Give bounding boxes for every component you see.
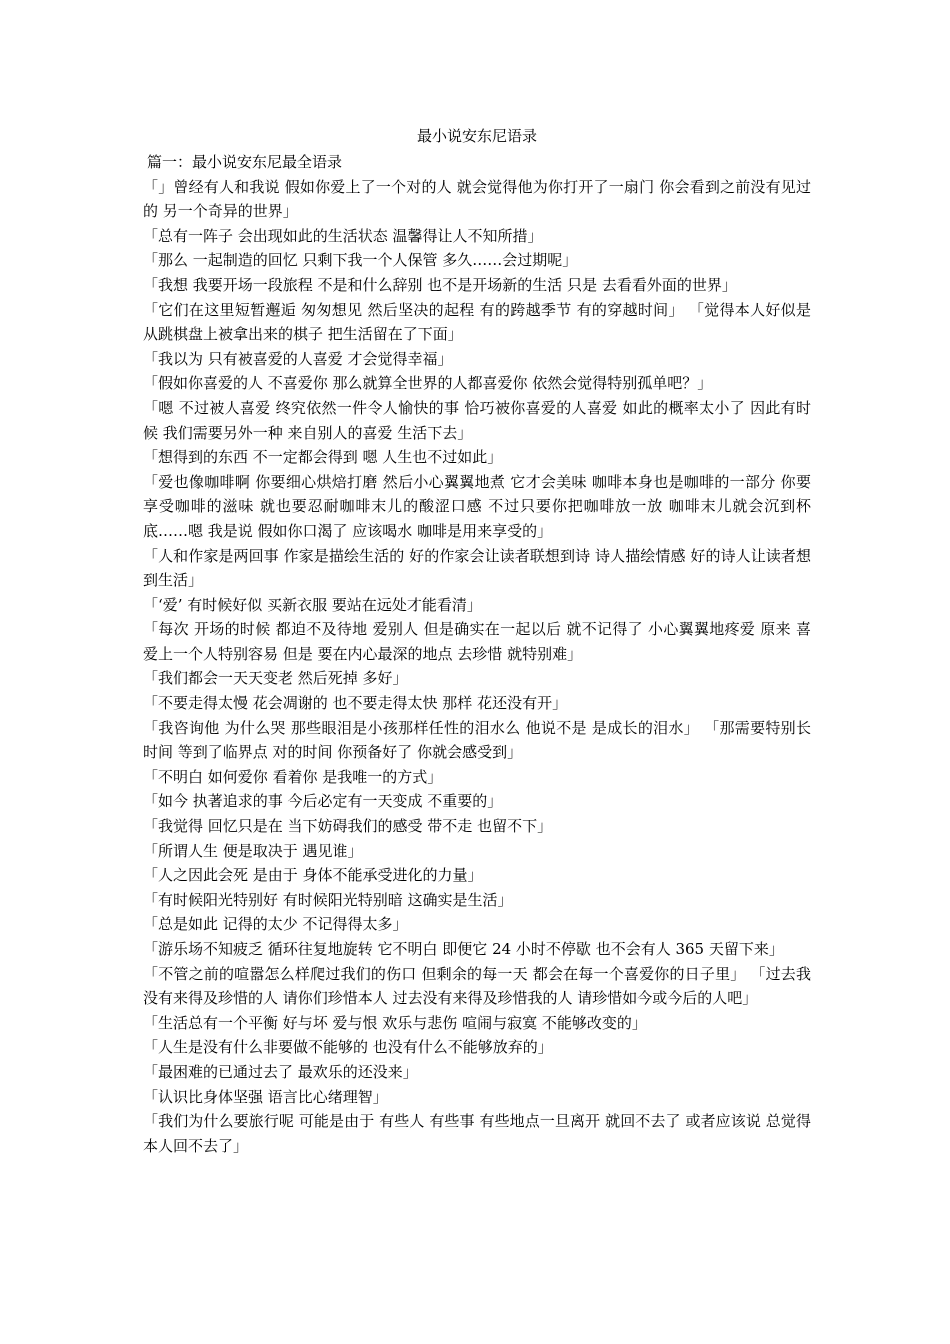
- quote-paragraph: 「它们在这里短暂邂逅 匆匆想见 然后坚决的起程 有的跨越季节 有的穿越时间」 「觉得本人好似是从跳棋盘上被拿出来的棋子 把生活留在了下面」: [143, 300, 811, 344]
- quote-paragraph: 「我觉得 回忆只是在 当下妨碍我们的感受 带不走 也留不下」: [143, 817, 553, 836]
- document-title: 最小说安东尼语录: [416, 127, 537, 145]
- quote-paragraph: 「假如你喜爱的人 不喜爱你 那么就算全世界的人都喜爱你 依然会觉得特别孤单吧？」: [143, 374, 713, 393]
- quote-paragraph: 「我想 我要开场一段旅程 不是和什么辞别 也不是开场新的生活 只是 去看看外面的世界」: [143, 275, 737, 294]
- quote-paragraph: 「那么 一起制造的回忆 只剩下我一个人保管 多久……会过期呢」: [143, 251, 578, 270]
- quote-paragraph: 「总是如此 记得的太少 不记得得太多」: [143, 915, 408, 934]
- quote-paragraph: 「不明白 如何爱你 看着你 是我唯一的方式」: [143, 767, 443, 786]
- quote-paragraph: 「人生是没有什么非要做不能够的 也没有什么不能够放弃的」: [143, 1038, 553, 1057]
- quote-paragraph: 「游乐场不知疲乏 循环往复地旋转 它不明白 即便它 24 小时不停歇 也不会有人 365 天留下来」: [143, 940, 784, 958]
- quote-paragraph: 「生活总有一个平衡 好与坏 爱与恨 欢乐与悲伤 喧闹与寂寞 不能够改变的」: [143, 1013, 647, 1032]
- document-page: [143, 124, 811, 1158]
- quote-paragraph: 「我们为什么要旅行呢 可能是由于 有些人 有些事 有些地点一旦离开 就回不去了 或者应该说 总觉得 本人回不去了」: [143, 1112, 811, 1155]
- quote-paragraph: 「我咨询他 为什么哭 那些眼泪是小孩那样任性的泪水么 他说不是 是成长的泪水」 「那需要特别长时间 等到了临界点 对的时间 你预备好了 你就会感受到」: [143, 718, 811, 762]
- quote-paragraph: 「我们都会一天天变老 然后死掉 多好」: [143, 669, 408, 688]
- quote-paragraph: 「嗯 不过被人喜爱 终究依然一件令人愉快的事 恰巧被你喜爱的人喜爱 如此的概率太小了 因此有时候 我们需要另外一种 来自别人的喜爱 生活下去」: [143, 398, 811, 442]
- quote-paragraph: 「」曾经有人和我说 假如你爱上了一个对的人 就会觉得他为你打开了一扇门 你会看到之前没有见过的 另一个奇异的世界」: [143, 177, 811, 221]
- quote-paragraph: 「人和作家是两回事 作家是描绘生活的 好的作家会让读者联想到诗 诗人描绘情感 好的诗人让读者想到生活」: [143, 546, 811, 590]
- quote-paragraph: 「认识比身体坚强 语言比心绪理智」: [143, 1087, 388, 1106]
- quote-paragraph: 「所谓人生 便是取决于 遇见谁」: [143, 841, 363, 860]
- quote-paragraph: 「总有一阵子 会出现如此的生活状态 温馨得让人不知所措」: [143, 226, 543, 245]
- quote-paragraph: 「‘爱’ 有时候好似 买新衣服 要站在远处才能看清」: [143, 595, 482, 614]
- quote-paragraph: 「人之因此会死 是由于 身体不能承受进化的力量」: [143, 866, 483, 885]
- quote-paragraph: 「最困难的已通过去了 最欢乐的还没来」: [143, 1062, 418, 1081]
- quote-paragraph: 「有时候阳光特别好 有时候阳光特别暗 这确实是生活」: [143, 890, 513, 909]
- document-subtitle: 篇一：最小说安东尼最全语录: [147, 153, 343, 171]
- quote-paragraph: 「我以为 只有被喜爱的人喜爱 才会觉得幸福」: [143, 349, 453, 368]
- quote-paragraph: 「每次 开场的时候 都迫不及待地 爱别人 但是确实在一起以后 就不记得了 小心翼翼地疼爱 原来 喜爱上一个人特别容易 但是 要在内心最深的地点 去珍惜 就特别难」: [143, 620, 811, 663]
- quote-paragraph: 「不要走得太慢 花会凋谢的 也不要走得太快 那样 花还没有开」: [143, 694, 568, 713]
- quote-paragraph: 「爱也像咖啡啊 你要细心烘焙打磨 然后小心翼翼地煮 它才会美味 咖啡本身也是咖啡的一部分 你要享受咖啡的滋味 就也要忍耐咖啡末儿的酸涩口感 不过只要你把咖啡放一放 咖啡末儿就会沉到杯底……嗯 我是说 假如你口渴了 应该喝水 咖啡是用来享受的」: [143, 472, 811, 540]
- quote-paragraph: 「想得到的东西 不一定都会得到 嗯 人生也不过如此」: [143, 448, 503, 467]
- paragraph-list: [143, 175, 811, 1159]
- quote-paragraph: 「如今 执著追求的事 今后必定有一天变成 不重要的」: [143, 792, 503, 811]
- quote-paragraph: 「不管之前的喧嚣怎么样爬过我们的伤口 但剩余的每一天 都会在每一个喜爱你的日子里」 「过去我没有来得及珍惜的人 请你们珍惜本人 过去没有来得及珍惜我的人 请珍惜如今或今后的人吧」: [143, 964, 811, 1008]
